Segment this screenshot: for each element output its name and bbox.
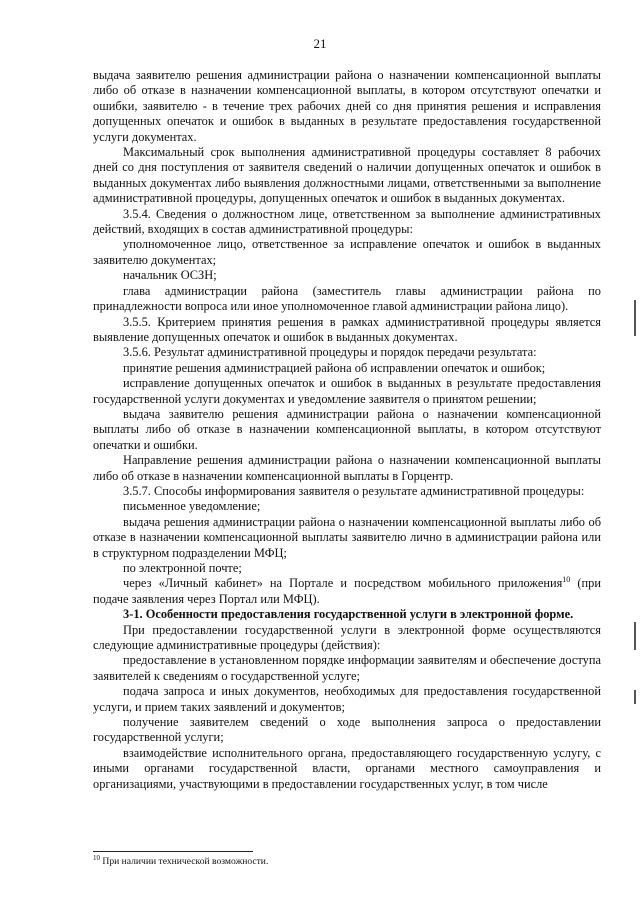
list-item-email: по электронной почте; [123,561,242,575]
list-item-decision: принятие решения администрацией района об исправлении опечаток и ошибок; [123,360,546,375]
list-item-correction: исправление допущенных опечаток и ошибок в выданных в результате предоставления государственной услуги документах и уведомление заявителя о принятом решении; [93,376,601,406]
footnote-divider [93,851,253,852]
list-item-issuance-in-person: выдача решения администрации района о назначении компенсационной выплаты либо об отказе в назначении компенсационной выплаты заявителю лично в администрации района или в структурном подразделении МФЦ; [93,514,601,560]
page-number: 21 [313,36,327,51]
cabinet-text: через «Личный кабинет» на Портале и посредством мобильного приложения [123,576,563,591]
paragraph-max-term: Максимальный срок выполнения административной процедуры составляет 8 рабочих дней со дня поступления от заявителя сведений о наличии допущенных опечаток и ошибок в выданных документах либо выявления должностными лицами, ответственными за выполнение административной процедуры, допущенных опечаток и ошибок в выданных документах. [93,145,601,206]
list-item-interaction: взаимодействие исполнительного органа, предоставляющего государственную услугу, с иными органами государственной власти, органами местного самоуправления и организациями, участвующими в предоставлении государственных услуг, в том числе [93,745,601,791]
list-item-issuance: выдача заявителю решения администрации района о назначении компенсационной выплаты либо об отказе в назначении компенсационной выплаты, в котором отсутствуют опечатки и ошибки. [93,406,601,452]
cabinet-text-continued: (при подаче заявления через Портал или МФЦ). [93,576,601,606]
list-item-head-administration: глава администрации района (заместитель главы администрации района по принадлежности вопроса или иное уполномоченное главой администрации района лицо). [93,283,601,314]
paragraph-3-5-7: 3.5.7. Способы информирования заявителя о результате административной процедуры: [123,483,585,498]
list-item-written-notice: письменное уведомление; [123,499,261,514]
list-item-information: предоставление в установленном порядке информации заявителям и обеспечение доступа заявителей к сведениям о государственной услуге; [93,653,601,683]
footnote-reference: 10 [562,575,571,585]
paragraph-electronic-procedures: При предоставлении государственной услуги в электронной форме осуществляются следующие административные процедуры (действия): [93,622,601,653]
section-heading: 3-1. Особенности предоставления государственной услуги в электронной форме. [123,607,574,622]
scan-edge-mark [634,690,636,704]
paragraph-3-5-4: 3.5.4. Сведения о должностном лице, ответственном за выполнение административных действий, входящих в состав административной процедуры: [93,206,601,237]
scan-edge-mark [634,622,636,650]
body-text [93,68,601,792]
paragraph-3-5-5: 3.5.5. Критерием принятия решения в рамках административной процедуры является выявление допущенных опечаток и ошибок в выданных документах. [93,314,601,344]
list-item-head-oszn: начальник ОСЗН; [123,268,217,283]
paragraph-direction-gorcentr: Направление решения администрации района о назначении компенсационной выплаты либо об отказе в назначении компенсационной выплаты в Горцентр. [93,453,601,483]
paragraph-3-5-6: 3.5.6. Результат административной процедуры и порядок передачи результата: [123,345,537,360]
list-item-personal-cabinet [93,576,601,607]
scan-edge-mark [634,300,636,336]
footnote-text: При наличии технической возможности. [100,856,269,867]
list-item-authorized-person: уполномоченное лицо, ответственное за исправление опечаток и ошибок в выданных заявителю документах; [93,237,601,267]
list-item-status: получение заявителем сведений о ходе выполнения запроса о предоставлении государственной услуги; [93,715,601,745]
paragraph-issuance-corrected: выдача заявителю решения администрации района о назначении компенсационной выплаты либо об отказе в назначении компенсационной выплаты, в котором отсутствуют опечатки и ошибки, заявителю - в течение трех рабочих дней со дня принятия решения и исправления допущенных опечаток и ошибок в выданных в результате предоставления государственной услуги документах. [93,68,601,144]
footnote-marker: 10 [93,853,100,862]
footnote [93,853,269,868]
list-item-submission: подача запроса и иных документов, необходимых для предоставления государственной услуги, и прием таких заявлений и документов; [93,684,601,714]
